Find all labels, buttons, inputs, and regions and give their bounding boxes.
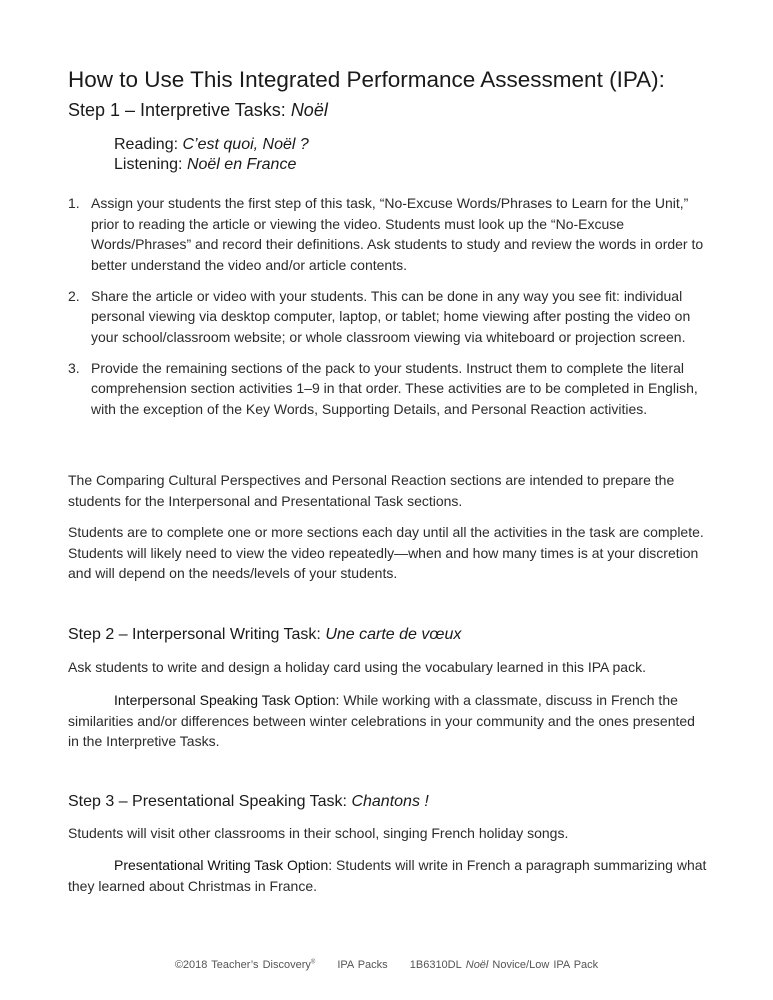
step2-paragraph: Ask students to write and design a holiday card using the vocabulary learned in this IPA pack.	[68, 659, 646, 675]
footer-copyright	[175, 959, 315, 971]
item-text: Assign your students the first step of this task, “No-Excuse Words/Phrases to Learn for the Unit,” prior to reading the article or viewing the video. Students must look up the “No-Excuse Words/Phrases” and record their definitions. Ask students to study and review the words in order to better understand the video and/or article contents.	[91, 195, 704, 273]
footer	[0, 952, 773, 975]
reading-line	[114, 135, 754, 155]
footer-product	[410, 959, 598, 971]
step3-subject: Chantons !	[351, 793, 429, 810]
step3-option	[68, 855, 708, 896]
step3-heading	[68, 792, 708, 812]
item-number: 3.	[68, 359, 80, 376]
option-text: While working with a classmate, discuss in French the similarities and/or differences between winter celebrations in your community and the ones presented in the Interpretive Tasks.	[68, 692, 695, 749]
option-text: Students will write in French a paragraph summarizing what they learned about Christmas in France.	[68, 857, 707, 894]
page-title: How to Use This Integrated Performance Assessment (IPA):	[68, 67, 665, 92]
option-label: Presentational Writing Task Option:	[114, 857, 333, 873]
instruction-list	[68, 193, 704, 430]
footer-series: IPA Packs	[337, 958, 388, 971]
paragraph-schedule: Students are to complete one or more sections each day until all the activities in the task are complete. Students will likely need to view the video repeatedly—when and how many times is at your discretion and will depend on the needs/levels of your students.	[68, 524, 704, 581]
step1-heading	[68, 98, 708, 122]
step3-label: Step 3 – Presentational Speaking Task:	[68, 793, 347, 810]
product-code: 1B6310DL	[409, 958, 462, 971]
step3-paragraph: Students will visit other classrooms in their school, singing French holiday songs.	[68, 825, 569, 841]
item-text: Share the article or video with your students. This can be done in any way you see fit: individual personal viewing via desktop computer, laptop, or tablet; home viewing after posting the video on your school/classroom website; or whole classroom viewing via whiteboard or projection screen.	[91, 287, 691, 345]
item-number: 1.	[68, 195, 80, 211]
listening-title: Noël en France	[186, 156, 297, 173]
list-item	[68, 193, 704, 275]
step2-subject: Une carte de vœux	[325, 626, 462, 643]
step1-subject: Noël	[290, 100, 328, 120]
product-title: Noël	[465, 958, 489, 971]
reading-title: C’est quoi, Noël ?	[182, 136, 309, 153]
paragraph-cultural: The Comparing Cultural Perspectives and Personal Reaction sections are intended to prepare the students for the Interpersonal and Presentational Task sections.	[68, 472, 675, 509]
list-item	[68, 286, 704, 348]
step2-label: Step 2 – Interpersonal Writing Task:	[68, 626, 321, 643]
list-item	[68, 358, 704, 420]
step2-heading	[68, 625, 708, 645]
listening-label: Listening:	[114, 156, 183, 173]
step2-option	[68, 690, 708, 752]
reading-label: Reading:	[114, 136, 179, 153]
copyright-text: ©2018 Teacher’s Discovery	[174, 958, 311, 971]
item-text: Provide the remaining sections of the pack to your students. Instruct them to complete the literal comprehension section activities 1–9 in that order. These activities are to be completed in English, with the exception of the Key Words, Supporting Details, and Personal Reaction activities.	[91, 359, 698, 417]
registered-mark: ®	[310, 959, 316, 965]
option-label: Interpersonal Speaking Task Option:	[114, 692, 340, 708]
listening-line	[114, 155, 754, 175]
step1-label: Step 1 – Interpretive Tasks:	[68, 100, 286, 120]
item-number: 2.	[68, 287, 80, 304]
product-level: Novice/Low IPA Pack	[488, 958, 599, 971]
